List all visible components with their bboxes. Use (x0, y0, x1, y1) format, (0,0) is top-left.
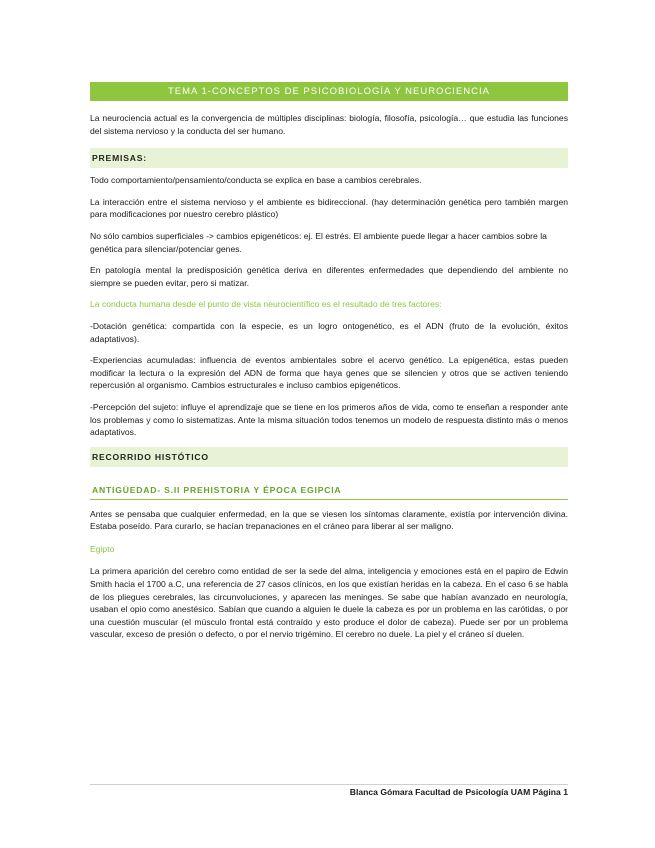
document-page (90, 82, 568, 641)
premise-2: La interacción entre el sistema nervioso y el ambiente es bidireccional. (hay determinación genética pero también margen para modificaciones por nuestro cerebro plástico) (90, 196, 568, 220)
antiguedad-paragraph: Antes se pensaba que cualquier enfermedad, en la que se viesen los síntomas claramente, existía por intervención divina. Estaba poseído. Para curarlo, se hacían trepanaciones en el cráneo para liberar al ser maligno. (90, 508, 568, 532)
intro-paragraph: La neurociencia actual es la convergencia de múltiples disciplinas: biología, filosofía, psicología… que estudia las funciones del sistema nervioso y la conducta del ser humano. (90, 113, 568, 136)
page-footer: Blanca Gómara Facultad de Psicología UAM Página 1 (90, 784, 568, 797)
factor-genetic: -Dotación genética: compartida con la especie, es un logro ontogenético, es el ADN (fruto de la evolución, éxitos adaptativos). (90, 320, 568, 344)
egipto-paragraph: La primera aparición del cerebro como entidad de ser la sede del alma, inteligencia y emociones está en el papiro de Edwin Smith hacia el 1700 a.C, una referencia de 27 casos clínicos, en los que existían heridas en la cabeza. En el caso 6 se habla de los pliegues cerebrales, las circunvoluciones, y aparecen las meninges. Se sabe que habían avanzado en neurología, usaban el opio como anestésico. Sabían que cuando a alguien le duele la cabeza es por un problema en las carótidas, o por una cuestión muscular (el músculo frontal está contraído y esto produce el dolor de cabeza). Puede ser por un problema vascular, exceso de presión o defecto, o por el nervio trigémino. El cerebro no duele. La piel y el cráneo sí duelen. (90, 566, 568, 640)
premisas-heading: PREMISAS: (90, 148, 568, 168)
egipto-heading: Egipto (90, 543, 115, 554)
factor-experiences: -Experiencias acumuladas: influencia de eventos ambientales sobre el acervo genético. La epigenética, estas pueden modificar la lectura o la expresión del ADN de forma que haya genes que se silencien y otros que se activen teniendo repercusión al organismo. Cambios estructurales e incluso cambios epigenéticos. (90, 355, 568, 391)
premise-4: En patología mental la predisposición genética deriva en diferentes enfermedades que dependiendo del ambiente no siempre se pueden evitar, pero si matizar. (90, 265, 568, 288)
antiguedad-subheading: ANTIGÜEDAD- S.II PREHISTORIA Y ÉPOCA EGIPCIA (90, 485, 568, 500)
page-title: TEMA 1-CONCEPTOS DE PSICOBIOLOGÍA Y NEUROCIENCIA (90, 82, 568, 101)
premise-3: No sólo cambios superficiales -> cambios epigenéticos: ej. El estrés. El ambiente puede llegar a hacer cambios sobre la genética para silenciar/potenciar genes. (90, 230, 547, 254)
recorrido-heading: RECORRIDO HISTÓTICO (90, 447, 568, 467)
premise-1: Todo comportamiento/pensamiento/conducta se explica en base a cambios cerebrales. (90, 175, 422, 186)
factors-heading: La conducta humana desde el punto de vista neurocientífico es el resultado de tres factores: (90, 299, 442, 310)
factor-perception: -Percepción del sujeto: influye el aprendizaje que se tiene en los primeros años de vida, como te enseñan a responder ante los problemas y como lo sistematizas. Ante la misma situación todos tenemos un modelo de respuesta distinto más o menos adaptativos. (90, 401, 568, 438)
